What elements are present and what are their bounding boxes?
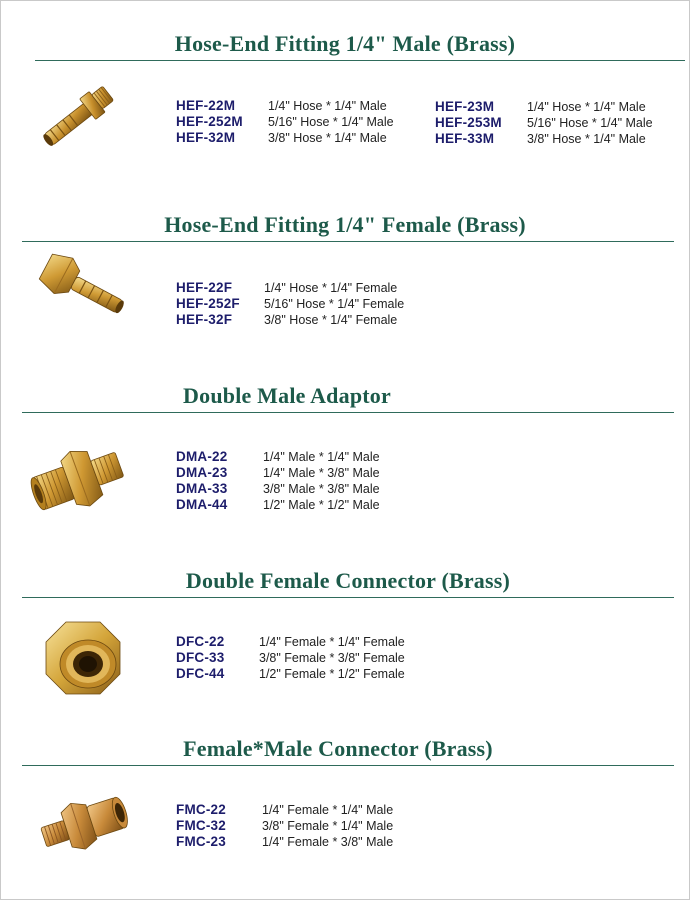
section-title: Hose-End Fitting 1/4" Female (Brass)	[164, 212, 526, 237]
list-item	[176, 802, 436, 818]
part-description: 3/8" Hose * 1/4" Female	[264, 313, 398, 327]
list-item	[435, 131, 685, 147]
part-code: DMA-44	[176, 497, 228, 512]
part-description: 5/16" Hose * 1/4" Female	[264, 297, 405, 311]
part-description: 1/4" Male * 1/4" Male	[263, 450, 380, 464]
part-code: HEF-32F	[176, 312, 233, 327]
spec-list-right	[435, 99, 685, 147]
spec-list	[176, 449, 436, 513]
list-item	[176, 634, 436, 650]
double-female-connector-icon	[36, 612, 130, 702]
part-description: 3/8" Hose * 1/4" Male	[527, 132, 646, 146]
list-item	[176, 834, 436, 850]
spec-list-left	[176, 98, 426, 146]
part-description: 1/4" Hose * 1/4" Male	[527, 100, 646, 114]
list-item	[176, 98, 426, 114]
list-item	[176, 312, 436, 328]
section-title: Double Male Adaptor	[183, 383, 391, 408]
spec-list	[176, 634, 436, 682]
part-description: 1/2" Male * 1/2" Male	[263, 498, 380, 512]
part-code: HEF-33M	[435, 131, 495, 146]
part-code: FMC-23	[176, 834, 226, 849]
part-description: 3/8" Hose * 1/4" Male	[268, 131, 387, 145]
list-item	[176, 130, 426, 146]
part-description: 1/4" Hose * 1/4" Female	[264, 281, 398, 295]
list-item	[435, 99, 685, 115]
part-code: DMA-33	[176, 481, 228, 496]
part-description: 1/4" Female * 1/4" Male	[262, 803, 394, 817]
part-description: 1/4" Female * 3/8" Male	[262, 835, 394, 849]
part-description: 1/4" Female * 1/4" Female	[259, 635, 405, 649]
part-code: HEF-32M	[176, 130, 236, 145]
section-title: Female*Male Connector (Brass)	[183, 736, 493, 761]
list-item	[176, 818, 436, 834]
section-divider	[22, 412, 674, 413]
list-item	[176, 650, 436, 666]
part-description: 3/8" Female * 1/4" Male	[262, 819, 394, 833]
section-divider	[35, 60, 685, 61]
part-code: DFC-44	[176, 666, 225, 681]
list-item	[435, 115, 685, 131]
hose-barb-male-fitting-icon	[34, 72, 124, 160]
double-male-adaptor-icon	[28, 434, 130, 524]
part-description: 1/4" Male * 3/8" Male	[263, 466, 380, 480]
part-description: 5/16" Hose * 1/4" Male	[527, 116, 653, 130]
part-description: 3/8" Male * 3/8" Male	[263, 482, 380, 496]
section-title: Double Female Connector (Brass)	[185, 568, 511, 593]
part-code: HEF-22M	[176, 98, 236, 113]
part-description: 3/8" Female * 3/8" Female	[259, 651, 405, 665]
part-description: 1/2" Female * 1/2" Female	[259, 667, 405, 681]
part-code: HEF-23M	[435, 99, 495, 114]
part-description: 5/16" Hose * 1/4" Male	[268, 115, 394, 129]
section-divider	[22, 241, 674, 242]
female-male-connector-icon	[36, 788, 134, 862]
section-title: Hose-End Fitting 1/4" Male (Brass)	[174, 31, 516, 56]
section-divider	[22, 765, 674, 766]
part-code: HEF-252F	[176, 296, 240, 311]
spec-list	[176, 280, 436, 328]
part-code: DFC-22	[176, 634, 225, 649]
part-code: DMA-22	[176, 449, 228, 464]
list-item	[176, 449, 436, 465]
list-item	[176, 280, 436, 296]
part-code: HEF-22F	[176, 280, 233, 295]
list-item	[176, 666, 436, 682]
list-item	[176, 465, 436, 481]
part-code: FMC-32	[176, 818, 226, 833]
part-code: HEF-253M	[435, 115, 502, 130]
hose-barb-female-fitting-icon	[32, 252, 132, 324]
list-item	[176, 296, 436, 312]
section-divider	[22, 597, 674, 598]
part-description: 1/4" Hose * 1/4" Male	[268, 99, 387, 113]
part-code: FMC-22	[176, 802, 226, 817]
part-code: HEF-252M	[176, 114, 243, 129]
list-item	[176, 497, 436, 513]
part-code: DFC-33	[176, 650, 225, 665]
part-code: DMA-23	[176, 465, 228, 480]
list-item	[176, 481, 436, 497]
list-item	[176, 114, 426, 130]
spec-list	[176, 802, 436, 850]
